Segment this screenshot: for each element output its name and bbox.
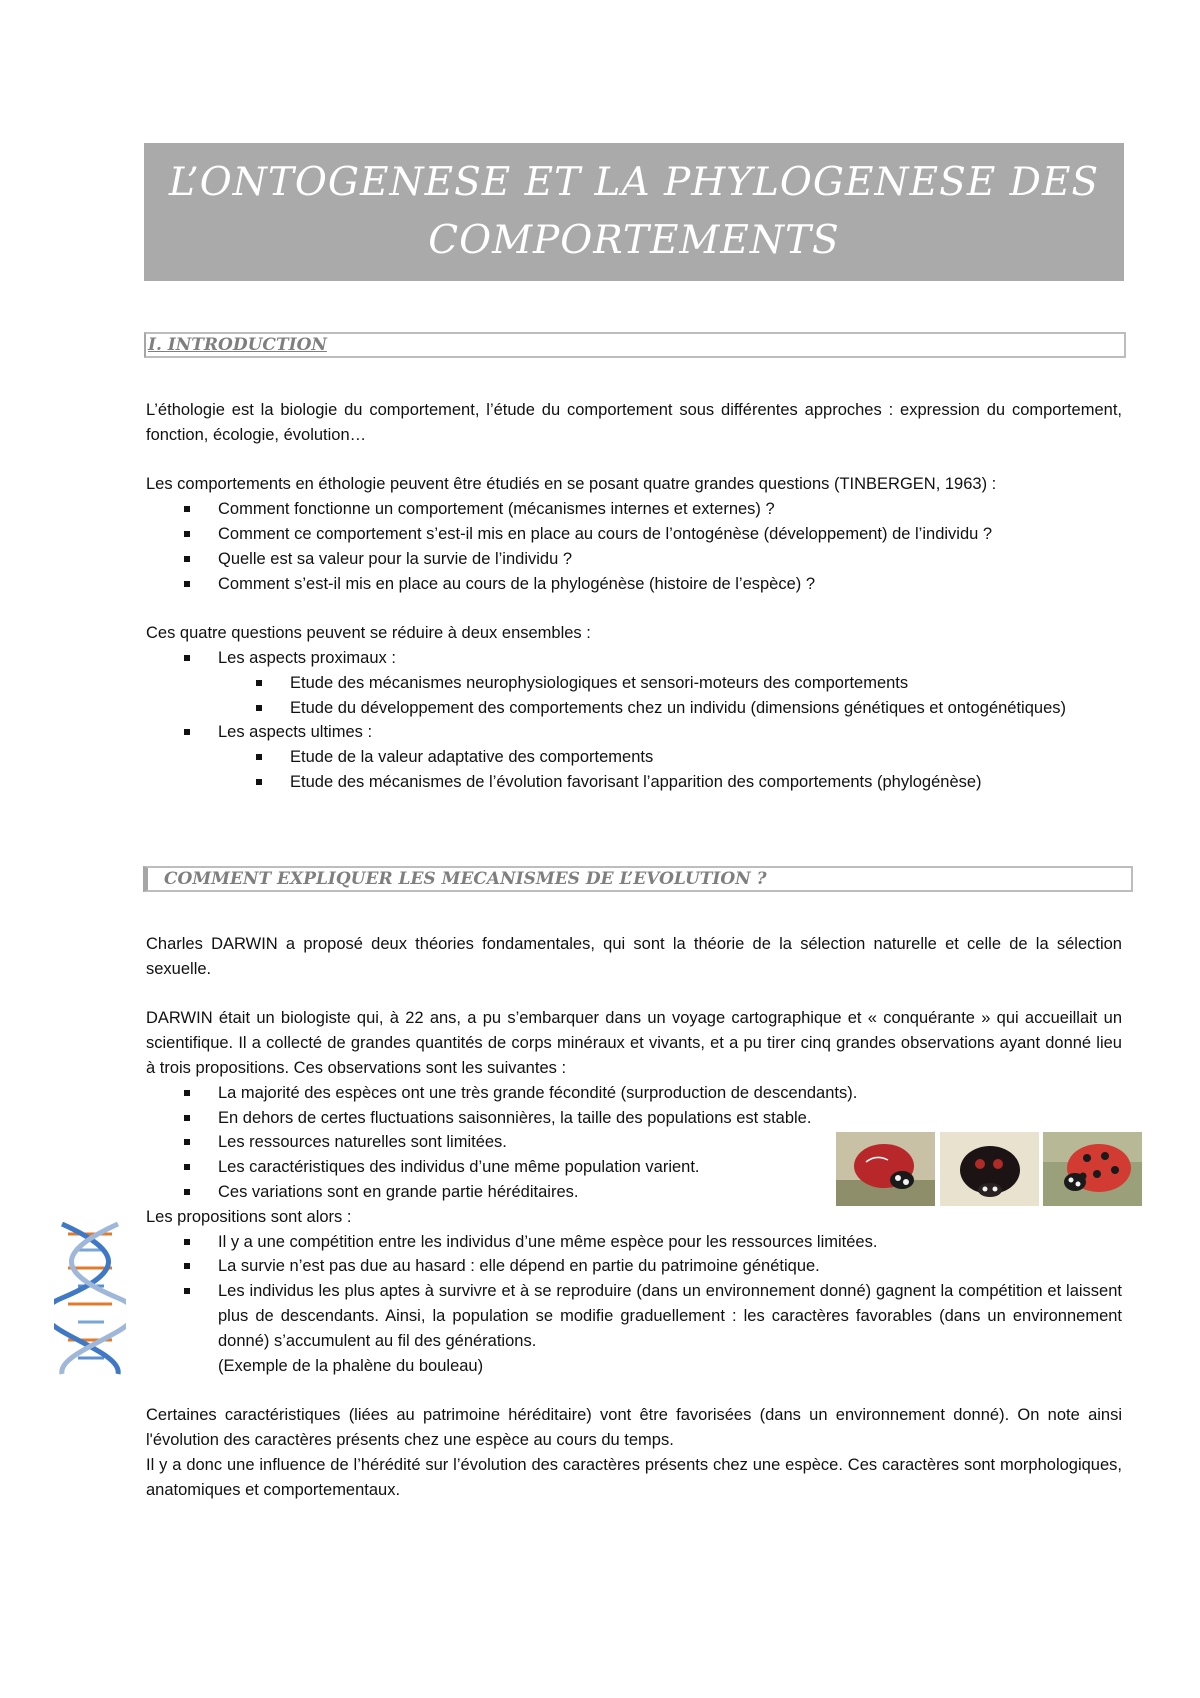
heredity-paragraph-1: Certaines caractéristiques (liées au patrimoine héréditaire) vont être favorisées (dans un environnement donné). On note ainsi l'évolution des caractères présents chez une espèce au cours du temps. [146,1406,1122,1449]
questions-lead: Les comportements en éthologie peuvent être étudiés en se posant quatre grandes questions (TINBERGEN, 1963) : [146,475,997,494]
darwin-theories-paragraph: Charles DARWIN a proposé deux théories fondamentales, qui sont la théorie de la sélection naturelle et celle de la sélection sexuelle. [146,935,1122,978]
dna-helix-icon [54,1222,126,1376]
list-item: En dehors de certes fluctuations saisonnières, la taille des populations est stable. [146,1106,1122,1131]
ultimate-sublist [218,745,1122,795]
intro-paragraph: L’éthologie est la biologie du comportement, l’étude du comportement sous différentes approches : expression du comportement, fonction, écologie, évolution… [146,401,1122,444]
list-item: Il y a une compétition entre les individus d’une même espèce pour les ressources limitées. [146,1230,1122,1255]
list-item: Les ressources naturelles sont limitées. [146,1130,908,1155]
list-item: Etude de la valeur adaptative des comportements [218,745,1122,770]
list-item: Ces variations sont en grande partie héréditaires. [146,1180,908,1205]
list-item [146,720,1122,794]
list-item: Comment s’est-il mis en place au cours de la phylogénèse (histoire de l’espèce) ? [146,572,1122,597]
proximal-label: Les aspects proximaux : [218,648,396,667]
page-title-line-1: L’ONTOGENESE ET LA PHYLOGENESE DES [168,160,1100,205]
proximal-sublist [218,671,1122,721]
questions-list [146,497,1122,596]
section-heading-introduction: I. INTRODUCTION [144,332,1126,358]
introduction-body [146,398,1122,795]
ladybug-photo-icon [1043,1132,1142,1206]
propositions-list [146,1230,1122,1379]
propositions-lead: Les propositions sont alors : [146,1207,352,1226]
ladybug-photo-icon [940,1132,1039,1206]
list-item: Comment ce comportement s’est-il mis en place au cours de l’ontogénèse (développement) de l’individu ? [146,522,1122,547]
list-item: Les caractéristiques des individus d’une même population varient. [146,1155,908,1180]
list-item: (Exemple de la phalène du bouleau) [218,1356,484,1375]
sets-lead: Ces quatre questions peuvent se réduire à deux ensembles : [146,624,591,643]
list-item: Comment fonctionne un comportement (mécanismes internes et externes) ? [146,497,1122,522]
page-title [144,143,1124,281]
list-item: La survie n’est pas due au hasard : elle dépend en partie du patrimoine génétique. [146,1254,1122,1279]
ladybug-photo-icon [836,1132,935,1206]
list-item: Les individus les plus aptes à survivre et à se reproduire (dans un environnement donné) gagnent la compétition et laissent plus de descendants. Ainsi, la population se modifie graduellement : les caractères favorables (dans un environnement donné) s’accumulent au fil des générations. [146,1279,1122,1353]
list-item: Etude du développement des comportements chez un individu (dimensions génétiques et ontogénétiques) [218,696,1122,721]
list-item: Etude des mécanismes de l’évolution favorisant l’apparition des comportements (phylogénèse) [218,770,1122,795]
aspects-list [146,646,1122,795]
evolution-body [146,932,1122,1502]
list-item [146,646,1122,720]
list-item: Etude des mécanismes neurophysiologiques et sensori-moteurs des comportements [218,671,1122,696]
section-heading-evolution: COMMENT EXPLIQUER LES MECANISMES DE L’EVOLUTION ? [143,866,1133,892]
ladybug-photos [836,1132,1142,1206]
list-item: Quelle est sa valeur pour la survie de l’individu ? [146,547,1122,572]
ultimate-label: Les aspects ultimes : [218,723,373,742]
heredity-paragraph-2: Il y a donc une influence de l’hérédité sur l’évolution des caractères présents chez une espèce. Ces caractères sont morphologiques, anatomiques et comportementaux. [146,1455,1122,1499]
page-title-line-2: COMPORTEMENTS [428,218,840,263]
list-item: La majorité des espèces ont une très grande fécondité (surproduction de descendants). [146,1081,1122,1106]
darwin-voyage-paragraph: DARWIN était un biologiste qui, à 22 ans, a pu s’embarquer dans un voyage cartographique et « conquérante » qui accueillait un scientifique. Il a collecté de grandes quantités de corps minéraux et vivants, et a pu tirer cinq grandes observations ayant donné lieu à trois propositions. Ces observations sont les suivantes : [146,1009,1122,1077]
